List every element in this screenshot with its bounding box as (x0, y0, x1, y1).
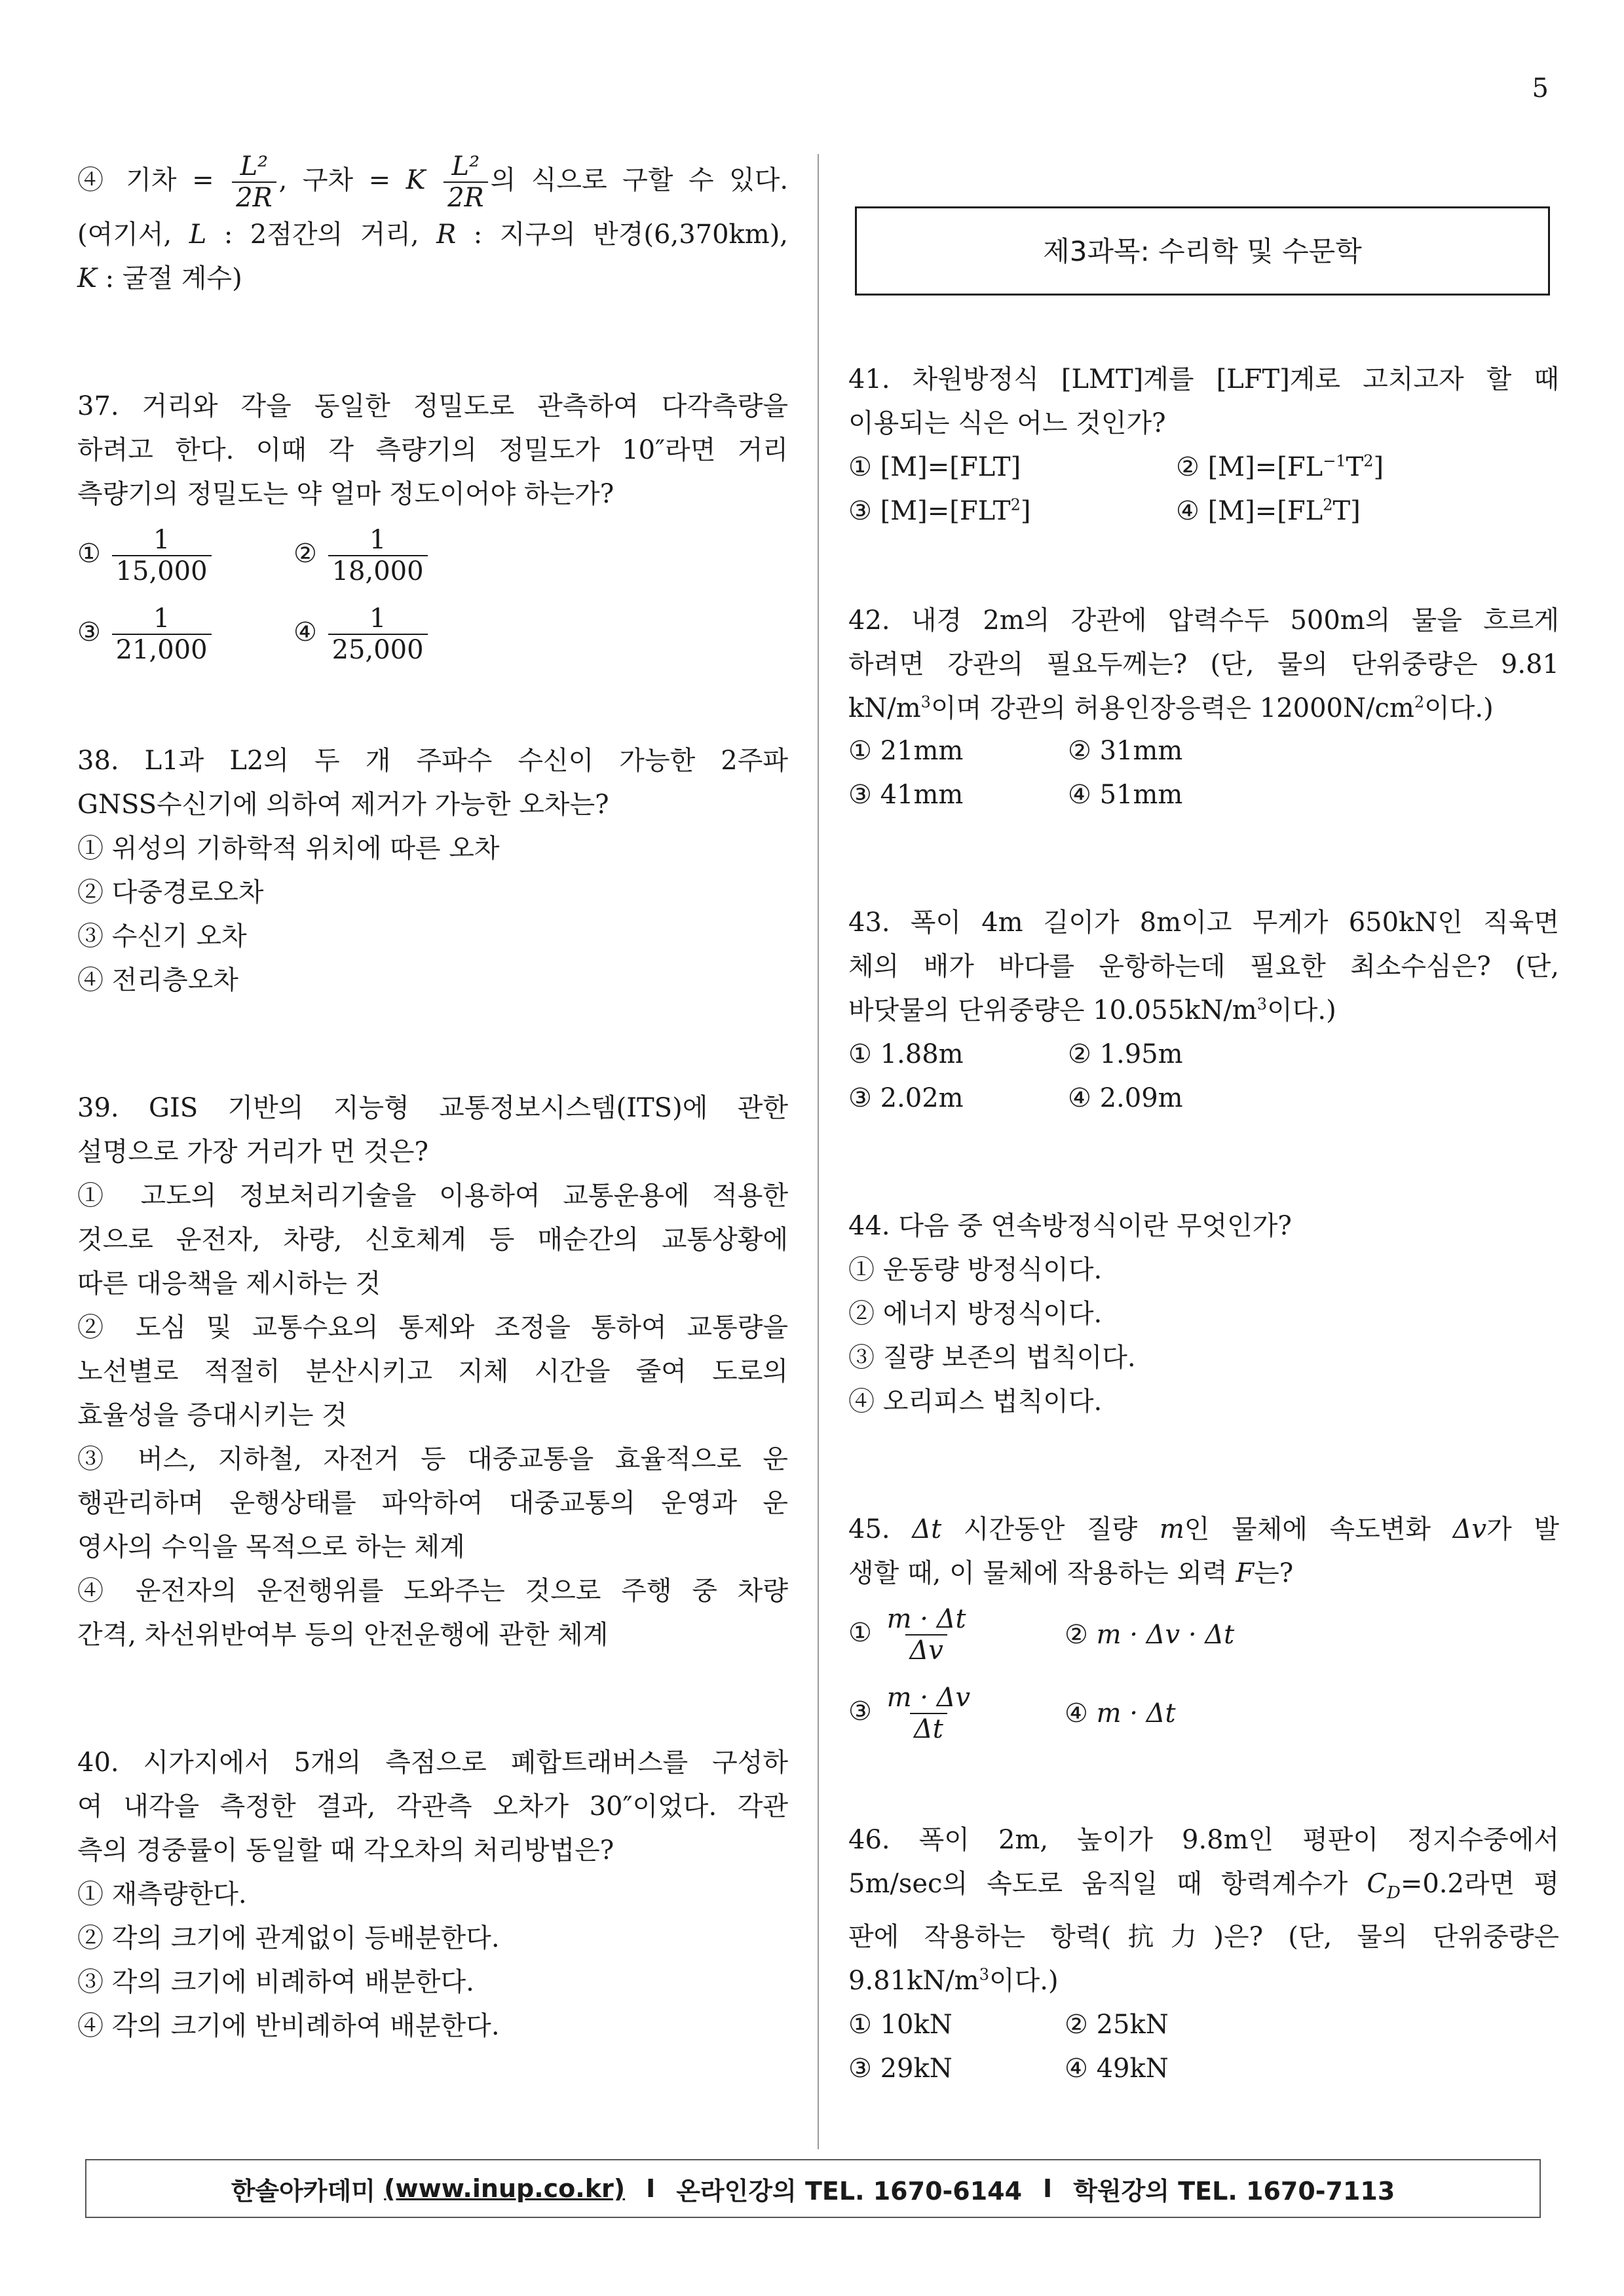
q39-line-1: 39. GIS 기반의 지능형 교통정보시스템(ITS)에 관한 (77, 1093, 788, 1123)
q36-text-a: 기차 (126, 165, 177, 195)
q42-option-3: ③ 41mm (848, 780, 964, 810)
q45-line-1: 45. Δt 시간동안 질량 m인 물체에 속도변화 Δv가 발 (848, 1514, 1559, 1544)
q39-option-4-line-2: 간격, 차선위반여부 등의 안전운행에 관한 체계 (77, 1620, 609, 1650)
q36-tail (77, 147, 788, 301)
m-symbol: m (1159, 1514, 1184, 1544)
comma: , (278, 165, 288, 195)
q46-line-4: $9.81kN/m^3$이다.) (848, 1965, 1059, 1996)
q42-option-1: ① 21mm (848, 736, 964, 766)
q40-option-4: ④ 각의 크기에 반비례하여 배분한다. (77, 2011, 500, 2041)
question-39 (77, 1086, 788, 1657)
question-41 (848, 358, 1559, 533)
q42-option-2: ② 31mm (1068, 736, 1183, 766)
q37-line-3: 측량기의 정밀도는 약 얼마 정도이어야 하는가? (77, 479, 614, 509)
page-number: 5 (1532, 73, 1549, 104)
q39-option-3-line-3: 영사의 수익을 목적으로 하는 체계 (77, 1532, 465, 1562)
q46-option-1: ① 10kN (848, 2010, 953, 2040)
q43-line-2: 체의 배가 바다를 운항하는데 필요한 최소수심은? (단, (848, 951, 1559, 982)
k-symbol: K (406, 165, 426, 195)
q37-option-2-num: ② (293, 539, 317, 569)
fraction-l2-over-2r: $\frac{\text{L²}}{2R}$ (232, 151, 276, 213)
q45-option-2-expr: m · Δv · Δt (1096, 1619, 1235, 1650)
subject-title: 제3과목: 수리학 및 수문학 (1043, 235, 1362, 267)
question-44 (848, 1204, 1559, 1424)
q43-option-1: ① 1.88m (848, 1039, 964, 1069)
q37-option-3-num: ③ (77, 617, 101, 647)
q39-option-2-line-3: 효율성을 증대시키는 것 (77, 1400, 347, 1430)
q44-option-4: ④ 오리피스 법칙이다. (848, 1387, 1103, 1417)
q38-option-3: ③ 수신기 오차 (77, 921, 247, 951)
q45-option-4-num: ④ (1065, 1698, 1088, 1729)
q45-option-1-num: ① (848, 1618, 872, 1648)
equals-sign-2: = (368, 165, 391, 195)
question-37 (77, 385, 788, 674)
footer-academy-name: 한솔아카데미 (231, 2176, 375, 2206)
q39-option-1-line-3: 따른 대응책을 제시하는 것 (77, 1269, 381, 1299)
equals-sign: = (192, 165, 214, 195)
q37-line-1: 37. 거리와 각을 동일한 정밀도로 관측하여 다각측량을 (77, 391, 788, 421)
q37-option-1-num: ① (77, 539, 101, 569)
k-symbol-2: K (77, 263, 97, 294)
footer-url-link[interactable]: (www.inup.co.kr) (384, 2174, 626, 2203)
q45-option-3-fraction: $\frac{m \cdot \Delta v}{\Delta t}$ (886, 1683, 971, 1744)
question-42 (848, 599, 1559, 817)
left-column (77, 147, 788, 2048)
footer-online-phone: 온라인강의 TEL. 1670-6144 (676, 2176, 1023, 2206)
q43-option-3: ③ 2.02m (848, 1083, 964, 1113)
q36-note-3: : 지구의 반경(6,370km), (473, 220, 789, 250)
f-symbol: F (1236, 1558, 1255, 1588)
q44-option-2: ② 에너지 방정식이다. (848, 1299, 1103, 1329)
q39-option-1-line-1: ① 고도의 정보처리기술을 이용하여 교통운용에 적용한 (77, 1181, 788, 1211)
q44-option-3: ③ 질량 보존의 법칙이다. (848, 1343, 1136, 1373)
q43-option-2: ② 1.95m (1068, 1039, 1183, 1069)
q45-line-2: 생할 때, 이 물체에 작용하는 외력 F는? (848, 1558, 1294, 1588)
q36-text-b: 구차 (302, 165, 354, 195)
q42-line-2: 하려면 강관의 필요두께는? (단, 물의 단위중량은 9.81 (848, 649, 1559, 679)
q39-line-2: 설명으로 가장 거리가 먼 것은? (77, 1137, 428, 1167)
question-40 (77, 1741, 788, 2048)
q41-line-2: 이용되는 식은 어느 것인가? (848, 408, 1166, 438)
q38-option-4: ④ 전리층오차 (77, 965, 238, 995)
footer-separator: I (646, 2174, 656, 2203)
l-symbol: L (189, 220, 207, 250)
q40-line-3: 측의 경중률이 동일할 때 각오차의 처리방법은? (77, 1835, 614, 1866)
q43-option-4: ④ 2.09m (1068, 1083, 1183, 1113)
q44-option-1: ① 운동량 방정식이다. (848, 1255, 1103, 1285)
q45-option-3-num: ③ (848, 1696, 872, 1727)
cd-symbol: $C_D$ (1367, 1869, 1401, 1903)
q36-o4-num: ④ (77, 165, 111, 195)
q45-option-4-expr: m · Δt (1096, 1698, 1176, 1729)
footer-separator-2: I (1043, 2174, 1053, 2203)
q38-line-1: 38. L1과 L2의 두 개 주파수 수신이 가능한 2주파 (77, 746, 788, 776)
q46-line-3: 판에 작용하는 항력(抗力)은? (단, 물의 단위중량은 (848, 1922, 1559, 1952)
question-38 (77, 739, 788, 1003)
q43-line-3: 바닷물의 단위중량은 $10.055kN/m^3$이다.) (848, 995, 1336, 1025)
question-43 (848, 901, 1559, 1120)
q46-option-3: ③ 29kN (848, 2054, 953, 2084)
right-column (848, 147, 1559, 2091)
question-45 (848, 1508, 1559, 1753)
q40-option-2: ② 각의 크기에 관계없이 등배분한다. (77, 1923, 500, 1953)
q45-option-2-num: ② (1065, 1619, 1088, 1650)
q37-option-4-num: ④ (293, 617, 317, 647)
q39-option-3-line-1: ③ 버스, 지하철, 자전거 등 대중교통을 효율적으로 운 (77, 1444, 788, 1474)
q36-note-1: (여기서, (77, 220, 172, 250)
q40-option-3: ③ 각의 크기에 비례하여 배분한다. (77, 1967, 474, 1997)
delta-t-symbol: Δt (912, 1514, 942, 1544)
q41-option-3: ③ $[M]=[FLT^2]$ (848, 495, 1031, 526)
q39-option-4-line-1: ④ 운전자의 운전행위를 도와주는 것으로 주행 중 차량 (77, 1576, 788, 1606)
q40-option-1: ① 재측량한다. (77, 1879, 247, 1909)
q38-option-1: ① 위성의 기하학적 위치에 따른 오차 (77, 833, 500, 864)
q38-line-2: GNSS수신기에 의하여 제거가 가능한 오차는? (77, 790, 609, 820)
q44-line-1: 44. 다음 중 연속방정식이란 무엇인가? (848, 1211, 1292, 1241)
q46-line-1: 46. 폭이 2m, 높이가 9.8m인 평판이 정지수중에서 (848, 1825, 1559, 1855)
column-divider (818, 154, 819, 2149)
q37-option-2-fraction: $\frac{1}{18,000}$ (328, 525, 428, 586)
footer-offline-phone: 학원강의 TEL. 1670-7113 (1073, 2176, 1395, 2206)
q41-option-4: ④ $[M]=[FL^2T]$ (1176, 495, 1361, 526)
q42-option-4: ④ 51mm (1068, 780, 1183, 810)
q41-line-1: 41. 차원방정식 [LMT]계를 [LFT]계로 고치고자 할 때 (848, 364, 1559, 394)
q46-option-4: ④ 49kN (1065, 2054, 1169, 2084)
q39-option-1-line-2: 것으로 운전자, 차량, 신호체계 등 매순간의 교통상황에 (77, 1225, 788, 1255)
q42-line-3: $kN/m^3$이며 강관의 허용인장응력은 $12000N/cm^2$이다.) (848, 693, 1494, 723)
q45-option-1-fraction: $\frac{m \cdot \Delta t}{\Delta v}$ (886, 1604, 966, 1666)
q37-option-4-fraction: $\frac{1}{25,000}$ (328, 603, 428, 665)
q36-note-4: : 굴절 계수) (105, 263, 242, 294)
q39-option-2-line-2: 노선별로 적절히 분산시키고 지체 시간을 줄여 도로의 (77, 1356, 788, 1387)
subject-title-box (855, 206, 1550, 296)
q40-line-2: 여 내각을 측정한 결과, 각관측 오차가 30″이었다. 각관 (77, 1791, 788, 1822)
q39-option-3-line-2: 행관리하며 운행상태를 파악하여 대중교통의 운영과 운 (77, 1488, 788, 1518)
delta-v-symbol: Δv (1452, 1514, 1487, 1544)
q41-option-1: ① [M]=[FLT] (848, 452, 1021, 482)
q42-line-1: 42. 내경 2m의 강관에 압력수두 500m의 물을 흐르게 (848, 605, 1559, 636)
q37-option-3-fraction: $\frac{1}{21,000}$ (112, 603, 212, 665)
q38-option-2: ② 다중경로오차 (77, 877, 264, 908)
q46-option-2: ② 25kN (1065, 2010, 1169, 2040)
q36-note-2: : 2점간의 거리, (223, 220, 419, 250)
r-symbol: R (436, 220, 457, 250)
q37-option-1-fraction: $\frac{1}{15,000}$ (112, 525, 212, 586)
footer-banner (85, 2159, 1541, 2218)
q37-line-2: 하려고 한다. 이때 각 측량기의 정밀도가 10″라면 거리 (77, 435, 788, 465)
fraction-l2-over-2r-2: $\frac{\text{L²}}{2R}$ (444, 151, 488, 213)
q39-option-2-line-1: ② 도심 및 교통수요의 통제와 조정을 통하여 교통량을 (77, 1312, 788, 1343)
question-46 (848, 1818, 1559, 2091)
q36-text-c: 의 식으로 구할 수 있다. (490, 165, 789, 195)
q40-line-1: 40. 시가지에서 5개의 측점으로 폐합트래버스를 구성하 (77, 1748, 788, 1778)
q41-option-2: ② $[M]=[FL^{-1}T^2]$ (1176, 451, 1384, 482)
q46-line-2: 5m/sec의 속도로 움직일 때 항력계수가 $C_D=0.2$라면 평 (848, 1869, 1560, 1903)
q43-line-1: 43. 폭이 4m 길이가 8m이고 무게가 650kN인 직육면 (848, 908, 1559, 938)
